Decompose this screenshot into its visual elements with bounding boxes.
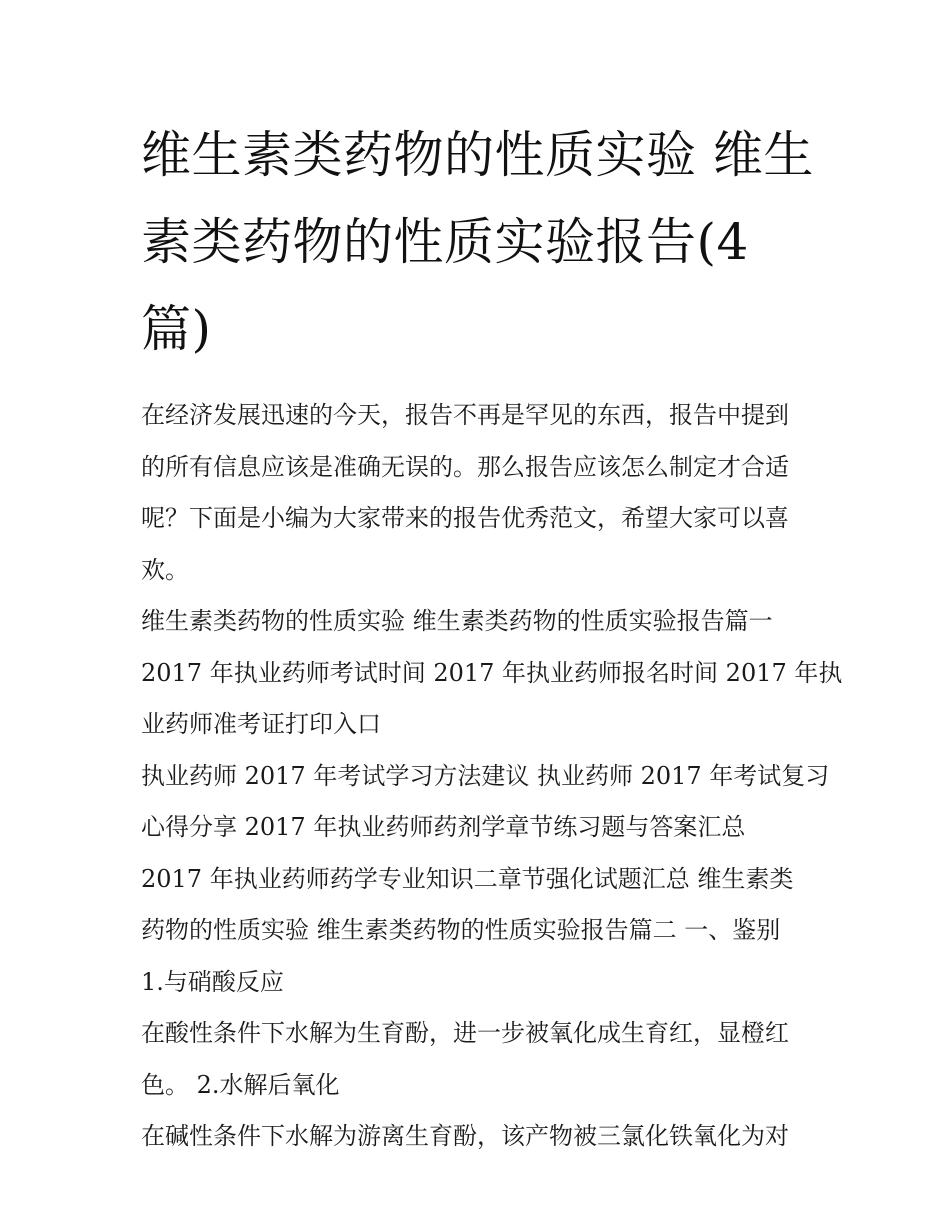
acid-reaction-paragraph	[141, 1008, 813, 1111]
text-line: 在酸性条件下水解为生育酚，进一步被氧化成生育红，显橙红	[141, 1019, 789, 1047]
exercise-paragraph	[141, 854, 813, 1009]
exam-links-paragraph	[141, 648, 843, 751]
text-line: 2017 年执业药师考试时间 2017 年执业药师报名时间 2017 年执	[141, 658, 843, 687]
text-line: 呢？下面是小编为大家带来的报告优秀范文，希望大家可以喜	[141, 504, 789, 532]
document-title	[141, 112, 813, 373]
document-body	[141, 390, 843, 1163]
text-line: 欢。	[141, 555, 189, 584]
document-content	[141, 112, 843, 1163]
text-line: 药物的性质实验 维生素类药物的性质实验报告篇二 一、鉴别	[141, 916, 781, 944]
title-line: 素类药物的性质实验报告(4	[141, 213, 749, 271]
study-tips-paragraph	[141, 751, 830, 854]
alkali-reaction-paragraph	[141, 1111, 813, 1163]
title-line: 维生素类药物的性质实验 维生	[141, 126, 814, 184]
text-line: 的所有信息应该是准确无误的。那么报告应该怎么制定才合适	[141, 452, 789, 481]
text-line: 在经济发展迅速的今天，报告不再是罕见的东西，报告中提到	[141, 401, 789, 429]
text-line: 心得分享 2017 年执业药师药剂学章节练习题与答案汇总	[141, 813, 746, 841]
title-line: 篇)	[141, 300, 212, 358]
text-line: 执业药师 2017 年考试学习方法建议 执业药师 2017 年考试复习	[141, 761, 830, 790]
text-line: 维生素类药物的性质实验 维生素类药物的性质实验报告篇一	[141, 607, 773, 635]
intro-paragraph	[141, 390, 813, 596]
text-line: 色。 2.水解后氧化	[141, 1070, 340, 1099]
text-line: 1.与硝酸反应	[141, 967, 284, 996]
text-line: 2017 年执业药师药学专业知识二章节强化试题汇总 维生素类	[141, 864, 794, 893]
text-line: 业药师准考证打印入口	[141, 710, 381, 738]
text-line: 在碱性条件下水解为游离生育酚，该产物被三氯化铁氧化为对	[141, 1122, 789, 1150]
section-heading-paragraph	[141, 596, 813, 648]
